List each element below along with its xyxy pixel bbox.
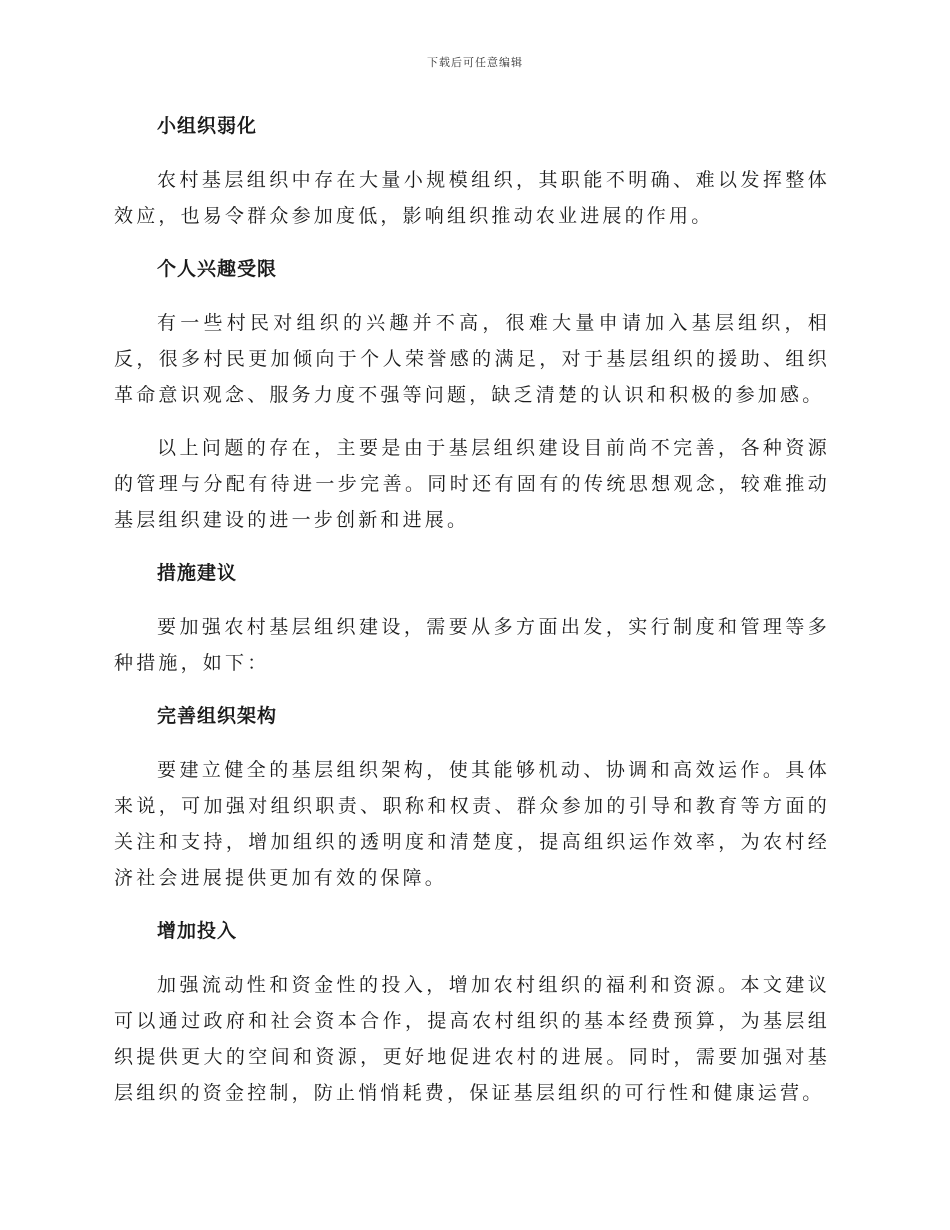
paragraph-improve-structure: 要建立健全的基层组织架构，使其能够机动、协调和高效运作。具体来说，可加强对组织职责、职称和权责、群众参加的引导和教育等方面的关注和支持，增加组织的透明度和清楚度，提高组织运作效率，为农村经济社会进展提供更加有效的保障。 <box>114 759 830 889</box>
document-body <box>114 108 830 1128</box>
section-heading-small-org-weakening: 小组织弱化 <box>157 115 258 137</box>
paragraph-increase-investment: 加强流动性和资金性的投入，增加农村组织的福利和资源。本文建议可以通过政府和社会资本合作，提高农村组织的基本经费预算，为基层组织提供更大的空间和资源，更好地促进农村的进展。同时，需要加强对基层组织的资金控制，防止悄悄耗费，保证基层组织的可行性和健康运营。 <box>114 974 830 1104</box>
paragraph-personal-interest: 有一些村民对组织的兴趣并不高，很难大量申请加入基层组织，相反，很多村民更加倾向于个人荣誉感的满足，对于基层组织的援助、组织革命意识观念、服务力度不强等问题，缺乏清楚的认识和积极的参加感。 <box>114 312 830 406</box>
paragraph-measures-intro: 要加强农村基层组织建设，需要从多方面出发，实行制度和管理等多种措施，如下： <box>114 616 830 674</box>
paragraph-problem-summary: 以上问题的存在，主要是由于基层组织建设目前尚不完善，各种资源的管理与分配有待进一步完善。同时还有固有的传统思想观念，较难推动基层组织建设的进一步创新和进展。 <box>114 437 830 531</box>
section-heading-improve-structure: 完善组织架构 <box>157 705 278 727</box>
page-header: 下载后可任意编辑 <box>427 56 523 69</box>
section-heading-measures: 措施建议 <box>157 562 238 584</box>
section-heading-increase-investment: 增加投入 <box>157 920 238 942</box>
section-heading-personal-interest: 个人兴趣受限 <box>157 258 278 280</box>
paragraph-small-org: 农村基层组织中存在大量小规模组织，其职能不明确、难以发挥整体效应，也易令群众参加度低，影响组织推动农业进展的作用。 <box>114 169 830 227</box>
